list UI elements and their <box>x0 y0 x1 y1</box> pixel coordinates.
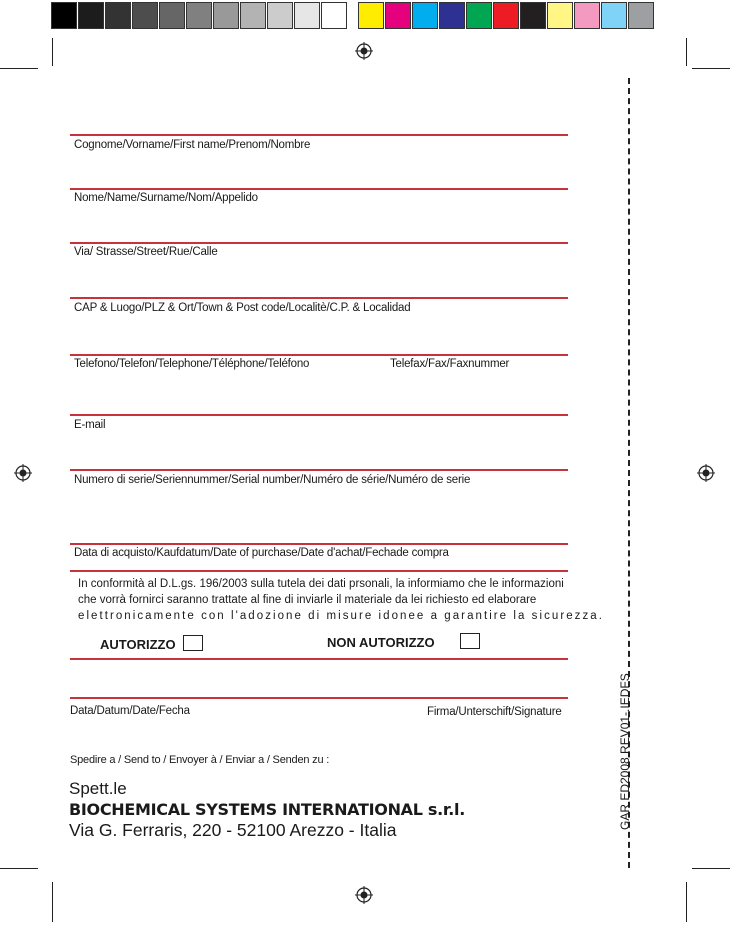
field-rule <box>70 188 568 190</box>
privacy-line: elettronicamente con l'adozione di misure idonee a garantire la sicurezza. <box>78 610 604 622</box>
color-swatch <box>385 2 411 29</box>
field-rule <box>70 543 568 545</box>
field-rule <box>70 570 568 572</box>
color-swatch <box>213 2 239 29</box>
registration-mark-right <box>697 464 715 482</box>
field-street-label: Via/ Strasse/Street/Rue/Calle <box>74 246 218 258</box>
field-phone-label: Telefono/Telefon/Telephone/Téléphone/Teléfono <box>74 358 310 370</box>
color-swatch <box>51 2 77 29</box>
field-rule <box>70 297 568 299</box>
color-swatch <box>267 2 293 29</box>
registration-mark-left <box>14 464 32 482</box>
privacy-line: In conformità al D.L.gs. 196/2003 sulla tutela dei dati prsonali, la informiamo che le informazioni <box>78 578 564 590</box>
document-code: GAR ED2008 REV01-.IEDFS <box>618 673 632 830</box>
field-rule <box>70 469 568 471</box>
salutation: Spett.le <box>69 779 127 798</box>
color-swatch <box>466 2 492 29</box>
field-rule <box>70 242 568 244</box>
field-name-label: Nome/Name/Surname/Nom/Appelido <box>74 192 258 204</box>
color-swatch <box>439 2 465 29</box>
field-serial-label: Numero di serie/Seriennummer/Serial number/Numéro de série/Numéro de serie <box>74 474 471 486</box>
privacy-notice <box>78 576 604 624</box>
field-email-label: E-mail <box>74 419 106 431</box>
authorize-checkbox[interactable] <box>183 635 203 651</box>
registration-mark-bottom <box>355 886 373 904</box>
send-to-label: Spedire a / Send to / Envoyer à / Enviar a / Senden zu : <box>70 754 330 766</box>
not-authorize-label: NON AUTORIZZO <box>327 635 435 650</box>
color-swatch <box>628 2 654 29</box>
registration-mark-top <box>355 42 373 60</box>
not-authorize-checkbox[interactable] <box>460 633 480 649</box>
field-town-label: CAP & Luogo/PLZ & Ort/Town & Post code/Localitè/C.P. & Localidad <box>74 302 411 314</box>
color-swatch <box>412 2 438 29</box>
company-name: BIOCHEMICAL SYSTEMS INTERNATIONAL s.r.l. <box>69 800 465 819</box>
color-swatch <box>547 2 573 29</box>
color-swatch <box>358 2 384 29</box>
authorize-label: AUTORIZZO <box>100 637 176 652</box>
color-swatch <box>132 2 158 29</box>
field-rule <box>70 134 568 136</box>
field-rule <box>70 354 568 356</box>
color-swatch <box>493 2 519 29</box>
field-surname-label: Cognome/Vorname/First name/Prenom/Nombre <box>74 139 311 151</box>
field-purchase-date-label: Data di acquisto/Kaufdatum/Date of purchase/Date d'achat/Fechade compra <box>74 547 449 559</box>
field-rule <box>70 414 568 416</box>
field-fax-label: Telefax/Fax/Faxnummer <box>390 358 510 370</box>
color-swatch <box>240 2 266 29</box>
color-swatch <box>574 2 600 29</box>
color-swatch <box>601 2 627 29</box>
signature-rule <box>70 697 568 699</box>
field-rule <box>70 658 568 660</box>
company-address: Via G. Ferraris, 220 - 52100 Arezzo - Italia <box>69 820 397 840</box>
color-swatch <box>186 2 212 29</box>
privacy-line: che vorrà fornirci saranno trattate al fine di inviarle il materiale da lei richiesto ed elaborare <box>78 594 537 606</box>
date-label: Data/Datum/Date/Fecha <box>70 705 190 717</box>
color-swatch <box>105 2 131 29</box>
color-swatch <box>520 2 546 29</box>
signature-label: Firma/Unterschift/Signature <box>427 706 562 718</box>
color-swatch <box>159 2 185 29</box>
color-swatch <box>78 2 104 29</box>
color-swatch <box>321 2 347 29</box>
color-swatch <box>294 2 320 29</box>
